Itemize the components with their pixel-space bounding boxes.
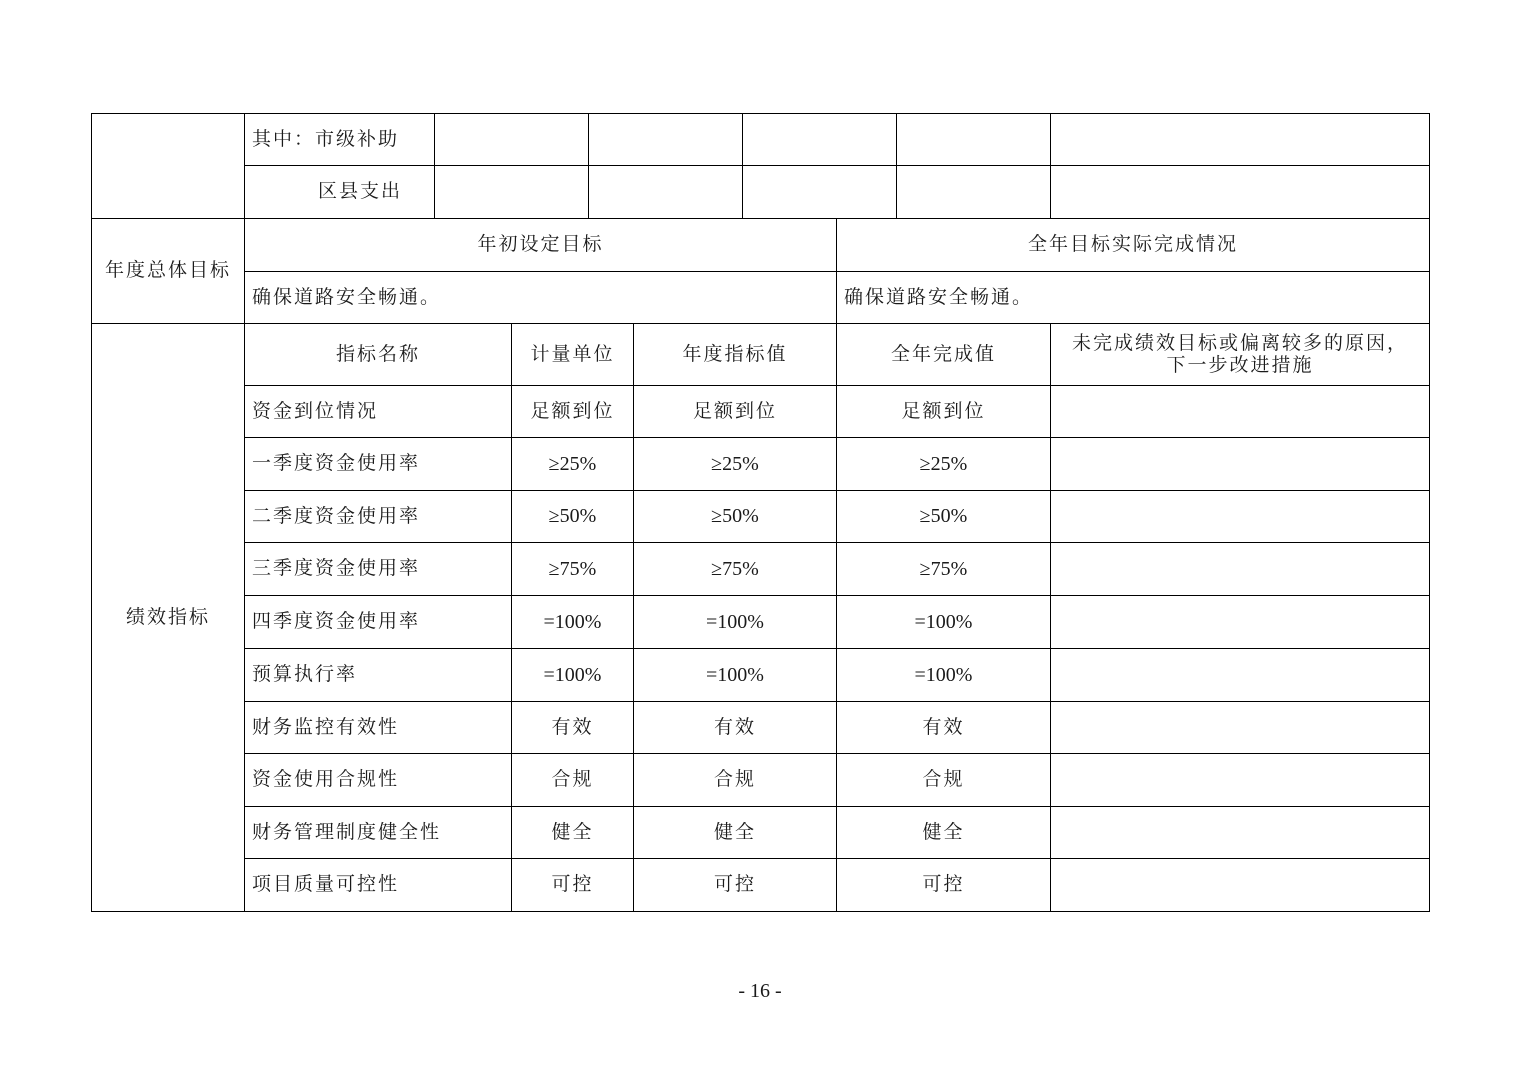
header-reason-line2: 下一步改进措施: [1166, 353, 1314, 376]
indicator-actual: =100%: [914, 663, 973, 686]
indicator-actual: 足额到位: [901, 399, 986, 422]
header-indicator-name: 指标名称: [335, 342, 420, 365]
table-border-bottom: [91, 911, 1430, 912]
indicator-target: ≥75%: [711, 557, 759, 580]
district-expense-label: 区县支出: [318, 180, 403, 203]
indicator-unit: 健全: [551, 820, 594, 843]
header-actual-value: 全年完成值: [890, 342, 996, 365]
indicator-target: 可控: [713, 873, 756, 896]
indicator-target: =100%: [706, 610, 764, 633]
grid-line: [434, 113, 435, 219]
indicator-unit: 合规: [551, 768, 594, 791]
indicator-unit: ≥25%: [548, 452, 597, 475]
city-subsidy-label: 其中：市级补助: [252, 127, 400, 150]
header-reason-line1: 未完成绩效目标或偏离较多的原因，: [1071, 331, 1408, 354]
indicator-target: 有效: [713, 715, 756, 738]
grid-line: [1050, 323, 1051, 912]
indicator-name: 资金到位情况: [252, 399, 379, 422]
indicator-name: 财务管理制度健全性: [252, 820, 442, 843]
indicator-unit: 可控: [551, 873, 594, 896]
indicator-actual: ≥25%: [919, 452, 968, 475]
indicator-actual: ≥50%: [919, 505, 968, 527]
actual-goal-value: 确保道路安全畅通。: [844, 285, 1034, 308]
indicator-actual: =100%: [914, 610, 973, 633]
header-reason: [1051, 324, 1429, 385]
indicator-actual: 可控: [922, 873, 965, 896]
grid-line: [896, 113, 897, 219]
indicator-target: 足额到位: [692, 399, 777, 422]
actual-goal-header: 全年目标实际完成情况: [1027, 233, 1238, 256]
indicator-name: 项目质量可控性: [252, 873, 400, 896]
indicator-name: 预算执行率: [252, 663, 358, 686]
grid-line: [742, 113, 743, 219]
indicator-target: ≥25%: [711, 452, 759, 475]
indicator-unit: ≥50%: [548, 505, 597, 527]
indicator-unit: 足额到位: [530, 399, 615, 422]
performance-label: 绩效指标: [125, 605, 210, 628]
indicator-unit: =100%: [543, 663, 602, 686]
indicator-name: 四季度资金使用率: [252, 610, 421, 633]
indicator-actual: 合规: [922, 768, 965, 791]
header-annual-target: 年度指标值: [682, 342, 788, 365]
indicator-target: =100%: [706, 663, 764, 686]
indicator-name: 资金使用合规性: [252, 768, 400, 791]
page-number: - 16 -: [738, 980, 782, 1002]
indicator-unit: ≥75%: [548, 557, 597, 580]
indicator-unit: 有效: [551, 715, 594, 738]
indicator-name: 二季度资金使用率: [252, 504, 421, 527]
indicator-target: 合规: [713, 768, 756, 791]
grid-line: [588, 113, 589, 219]
initial-goal-header: 年初设定目标: [477, 233, 604, 256]
indicator-unit: =100%: [543, 610, 602, 633]
indicator-actual: 有效: [922, 715, 965, 738]
grid-line: [1050, 113, 1051, 219]
indicator-target: 健全: [713, 820, 756, 843]
indicator-actual: 健全: [922, 820, 965, 843]
indicator-name: 一季度资金使用率: [252, 452, 421, 475]
table-border-right: [1429, 113, 1430, 912]
indicator-actual: ≥75%: [919, 557, 968, 580]
indicator-name: 三季度资金使用率: [252, 557, 421, 580]
indicator-name: 财务监控有效性: [252, 715, 400, 738]
initial-goal-value: 确保道路安全畅通。: [252, 285, 442, 308]
indicator-target: ≥50%: [711, 505, 759, 527]
annual-goal-label: 年度总体目标: [104, 259, 231, 282]
header-unit: 计量单位: [530, 342, 615, 365]
